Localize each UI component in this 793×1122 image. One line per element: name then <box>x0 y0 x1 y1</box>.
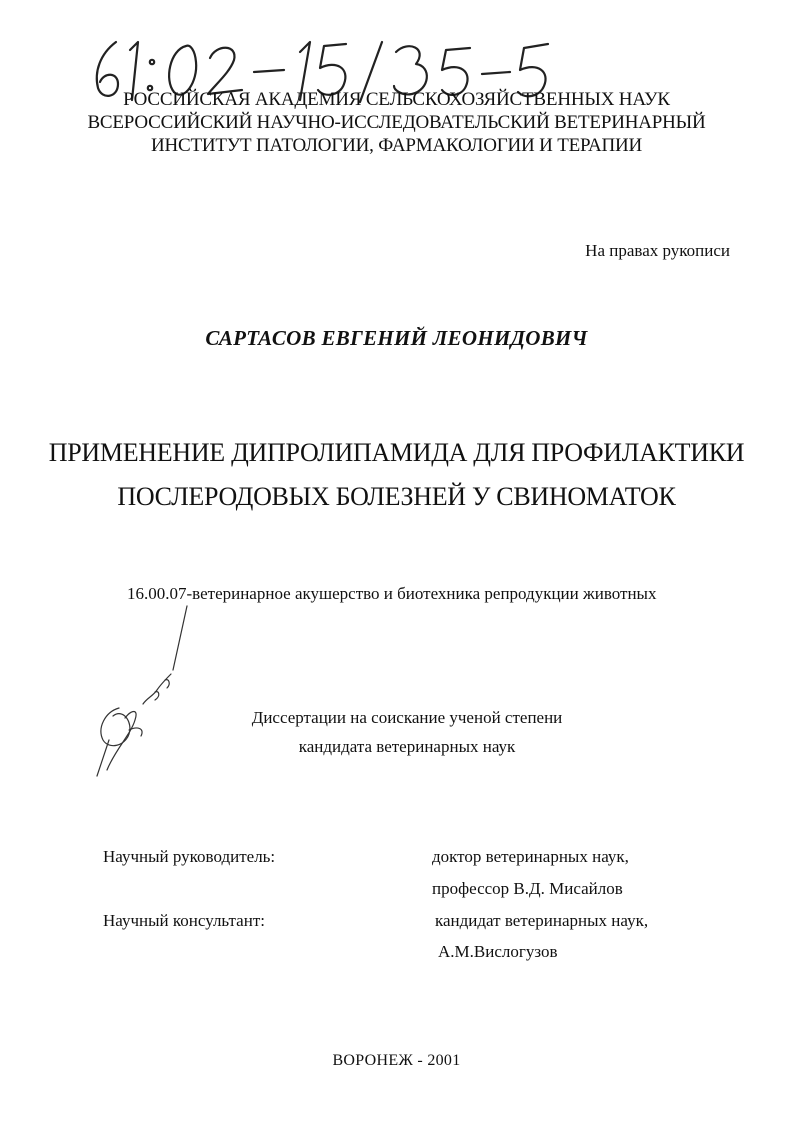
specialty-code: 16.00.07-ветеринарное акушерство и биотехника репродукции животных <box>127 584 657 603</box>
institution-line: ВСЕРОССИЙСКИЙ НАУЧНО-ИССЛЕДОВАТЕЛЬСКИЙ ВЕТЕРИНАРНЫЙ <box>87 112 706 133</box>
supervisor-label: Научный руководитель: <box>103 847 276 866</box>
city-year: ВОРОНЕЖ - 2001 <box>332 1052 461 1069</box>
author-name: САРТАСОВ ЕВГЕНИЙ ЛЕОНИДОВИЧ <box>205 326 588 350</box>
institution-line: РОССИЙСКАЯ АКАДЕМИЯ СЕЛЬСКОХОЗЯЙСТВЕННЫХ НАУК <box>123 89 670 110</box>
manuscript-rights-note: На правах рукописи <box>585 241 730 260</box>
institution-line: ИНСТИТУТ ПАТОЛОГИИ, ФАРМАКОЛОГИИ И ТЕРАПИИ <box>150 135 643 156</box>
supervisor-degree: доктор ветеринарных наук, <box>432 847 629 866</box>
supervisor-name: профессор В.Д. Мисайлов <box>432 879 623 898</box>
title-line: ПРИМЕНЕНИЕ ДИПРОЛИПАМИДА ДЛЯ ПРОФИЛАКТИКИ <box>48 438 745 467</box>
consultant-name: А.М.Вислогузов <box>438 942 558 961</box>
degree-line: Диссертации на соискание ученой степени <box>251 708 563 727</box>
handwritten-signature <box>85 600 215 790</box>
dissertation-title <box>0 431 793 519</box>
signature-drawing <box>85 600 215 790</box>
degree-statement <box>232 703 582 761</box>
degree-line: кандидата ветеринарных наук <box>298 737 516 756</box>
institution-header <box>0 88 793 157</box>
consultant-degree: кандидат ветеринарных наук, <box>435 911 649 930</box>
consultant-label: Научный консультант: <box>103 911 265 930</box>
title-line: ПОСЛЕРОДОВЫХ БОЛЕЗНЕЙ У СВИНОМАТОК <box>117 482 676 511</box>
